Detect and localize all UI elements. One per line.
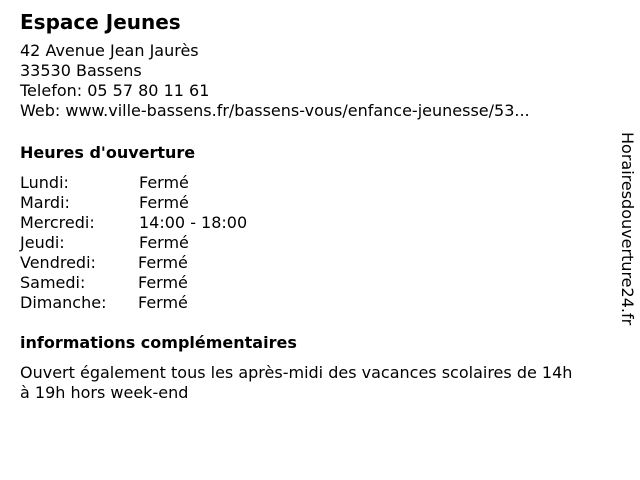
hours-value: Fermé xyxy=(138,273,188,292)
address-city: 33530 Bassens xyxy=(20,61,142,80)
day-label: Lundi: xyxy=(20,173,69,192)
phone-line: Telefon: 05 57 80 11 61 xyxy=(20,81,210,100)
info-text: Ouvert également tous les après-midi des vacances scolaires de 14h à 19h hors week-end xyxy=(20,363,573,402)
hours-heading: Heures d'ouverture xyxy=(20,143,196,162)
hours-row-monday xyxy=(20,173,620,193)
opening-hours-card xyxy=(20,10,620,403)
hours-value: 14:00 - 18:00 xyxy=(139,213,248,232)
hours-row-friday xyxy=(20,253,620,273)
hours-row-tuesday xyxy=(20,193,620,213)
hours-value: Fermé xyxy=(139,233,189,252)
website-line: Web: www.ville-bassens.fr/bassens-vous/enfance-jeunesse/53... xyxy=(20,101,530,120)
day-label: Mercredi: xyxy=(20,213,95,232)
hours-value: Fermé xyxy=(138,293,188,312)
day-label: Jeudi: xyxy=(20,233,65,252)
hours-value: Fermé xyxy=(139,193,189,212)
hours-row-wednesday xyxy=(20,213,620,233)
hours-row-sunday xyxy=(20,293,620,313)
day-label: Samedi: xyxy=(20,273,86,292)
day-label: Vendredi: xyxy=(20,253,96,272)
day-label: Mardi: xyxy=(20,193,70,212)
info-heading: informations complémentaires xyxy=(20,333,297,352)
hours-value: Fermé xyxy=(138,253,188,272)
hours-value: Fermé xyxy=(139,173,189,192)
day-label: Dimanche: xyxy=(20,293,107,312)
hours-table xyxy=(20,173,620,313)
site-watermark: Horairesdouverture24.fr xyxy=(618,132,637,326)
hours-row-saturday xyxy=(20,273,620,293)
place-name: Espace Jeunes xyxy=(20,10,181,34)
hours-row-thursday xyxy=(20,233,620,253)
address-street: 42 Avenue Jean Jaurès xyxy=(20,41,199,60)
